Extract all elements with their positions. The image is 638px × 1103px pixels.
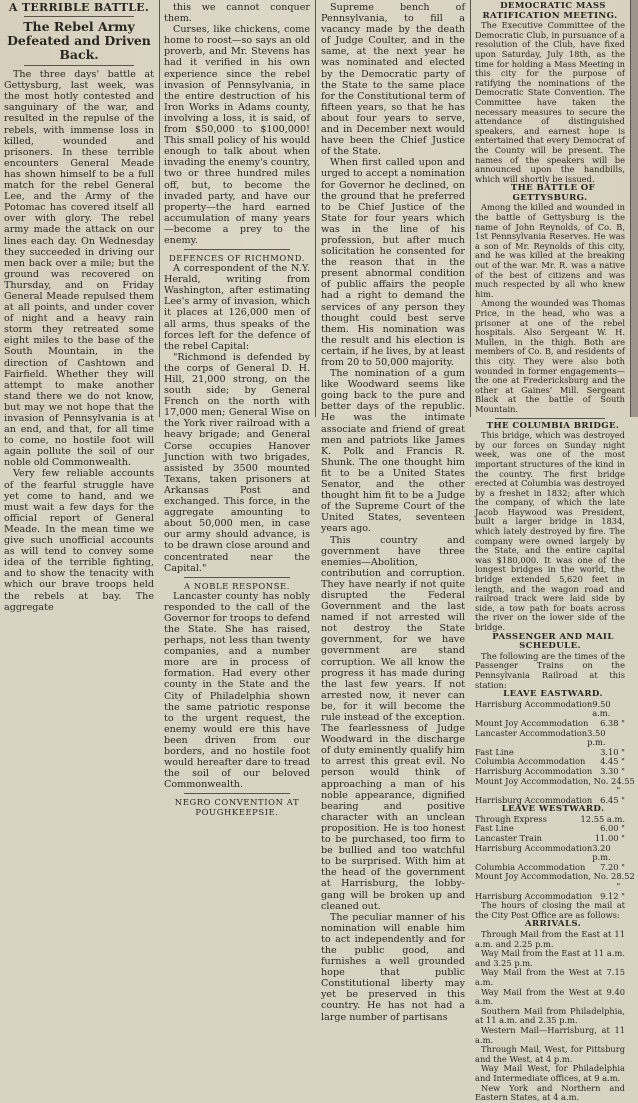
- paragraph: The three days' battle at Gettysburg, last week, was the most hotly contested and sanguinary of the war, and resulted in the repulse of the rebels, with immense loss in killed, wounded and prisoners. In these terrible encounters General Meade has shown himself to be a full match for the rebel General Lee, and the Army of the Potomac has covered itself all over with glory. The rebel army made the attack on our lines each day. On Wednesday they succeeded in driving our men back over a mile; but the ground was recovered on Thursday, and on Friday General Meade repulsed them at all points, and under cover of night and a heavy rain storm they retreated some eight miles to the base of the South Mountain, in the direction of Cashtown and Fairfield. Whether they will attempt to make another stand there we do not know, but may we not hope that the invasion of Pennsylvania is at an end, and that, for all time to come, no hostile foot will again pollute the soil of our noble old Commonwealth.: [4, 69, 154, 469]
- schedule-row: Fast Line 6.00 ": [475, 823, 625, 834]
- paragraph: Very few reliable accounts of the fearful struggle have yet come to hand, and we must wait a few days for the official report of General Meade. In the mean time we give such unofficial accounts as will tend to convey some idea of the terrible fighting, and to show the tenacity with which our brave troops held the rebels at bay. The aggregate: [4, 468, 154, 613]
- schedule-row: Lancaster Accommodation 3.50 p.m.: [475, 727, 606, 748]
- mail-line: Way Mail from the West at 7.15 a.m.: [475, 967, 625, 987]
- section-heading: THE COLUMBIA BRIDGE.: [486, 420, 620, 431]
- schedule-row: Through Express 12.55 a.m.: [475, 813, 625, 824]
- mail-line: Southern Mail from Philadelphia, at 11 a.m. and 2.35 p.m.: [475, 1005, 625, 1026]
- section-heading: NEGRO CONVENTION AT POUGHKEEPSIE.: [174, 797, 300, 818]
- paragraph: this we cannot conquer them.: [164, 2, 310, 25]
- paragraph: The nomination of a gum like Woodward seems like going back to the pure and better days of the republic. He was the intimate associate and friend of great men and patriots like James K. Polk and Francis R. Shunk. The one thought him fit to be a United States Senator, and the other thought him fit to be a Judge of the Supreme Court of the United States, seventeen years ago.: [321, 368, 465, 535]
- paragraph: "Richmond is defended by the corps of General D. H. Hill, 21,000 strong, on the south side; by General French on the north with 17,000 men; General Wise on the York river railroad with a heavy brigade; and General Corse occupies Hanover Junction with two brigades, assisted by 3500 mounted Texans, taken prisoners at Arkansas Post and exchanged. This force, in the aggregate amounting to about 50,000 men, in case our army should advance, is to be drawn close around and concentrated near the Capital.": [164, 351, 310, 574]
- column-1: [0, 0, 158, 613]
- schedule-heading: LEAVE EASTWARD.: [503, 689, 603, 700]
- article-subheadline: The Rebel Army Defeated and Driven Back.: [7, 19, 151, 63]
- paragraph: The Executive Committee of the Democratic Club, in pursuance of a resolution of the Club, have fixed upon Saturday, July 18th, as the time for holding a Mass Meeting in this city for the purpose of ratifying the nominations of the Democratic State Convention. The Committee have taken the necessary measures to secure the attendance of distinguished speakers, and earnest hope is entertained that every Democrat of the County will be present. The names of the speakers will be announced upon the handbills, which will shortly be issued.: [475, 20, 625, 184]
- divider: [184, 577, 290, 578]
- divider: [184, 249, 290, 250]
- schedule-heading: LEAVE WESTWARD.: [501, 804, 605, 815]
- schedule-row: Mount Joy Accommodation, No. 2 4.55 ": [475, 775, 635, 796]
- schedule-row: Columbia Accommodation 4.45 ": [475, 756, 625, 767]
- paragraph: Lancaster county has nobly responded to the call of the Governor for troops to defend the State. She has raised, perhaps, not less than twenty companies, and a number more are in process of formation. Had every other county in the State and the City of Philadelphia shown the same patriotic response to the urgent request, the enemy would ere this have been driven from our borders, and no hostile foot would hereafter dare to tread the soil of our beloved Commonwealth.: [164, 590, 310, 791]
- column-2: [160, 0, 314, 818]
- divider: [24, 16, 134, 17]
- divider: [495, 418, 605, 419]
- paragraph: This country and government have three enemies—Abolition, contribution and corruption. They have nearly if not quite disrupted the Federal Government and the last named if not arrested will not destroy the State government, for we have government are stand corruption. We all know the progress it has made during the last few years. If not arrested now, it never can be, for it will become the rule instead of the exception. The fearlessness of Judge Woodward in the discharge of duty eminently qualify him to arrest this great evil. No person would think of approaching a man of his noble appearance, dignified bearing and positive character with an unclean proposition. He is too honest to be purchased, too firm to be bullied and too watchful to be surprised. With him at the head of the government at Harrisburg, the lobby-gang will be broken up and cleaned out.: [321, 534, 465, 912]
- schedule-row: Mount Joy Accommodation 6.38 ": [475, 717, 625, 728]
- article-headline: A TERRIBLE BATTLE.: [8, 1, 150, 14]
- divider: [184, 793, 290, 794]
- mail-line: Through Mail, West, for Pittsburg and the West, at 4 p.m.: [475, 1044, 625, 1064]
- column-4: [471, 0, 635, 1103]
- paragraph: Curses, like chickens, come home to roost—so says an old proverb, and Mr. Stevens has had it verified in his own experience since the rebel invasion of Pennsylvania, in the entire destruction of his Iron Works in Adams county, involving a loss, it is said, of from $50,000 to $100,000! This small policy of his would enough to talk about when invading the enemy's country, two or three hundred miles off, but, to become the invaded party, and have our property—the hard earned accumulation of many years—become a prey to the enemy.: [164, 24, 310, 246]
- page-edge: [631, 0, 638, 417]
- schedule-row: Harrisburg Accommodation 3.30 ": [475, 765, 625, 776]
- paragraph: Among the wounded was Thomas Price, in the head, who was a prisoner at one of the rebel hospitals. Also Sergeant W. H. Mullen, in the thigh. Both are members of Co. B, and residents of this city. They were also both wounded in former engagements—the one at Fredericksburg and the other at Gaines' Mill. Sergeant Black at the battle of South Mountain.: [475, 298, 625, 414]
- section-heading: PASSENGER AND MAIL SCHEDULE.: [492, 631, 614, 652]
- schedule-row: Harrisburg Accommodation 9.50 a.m.: [475, 698, 611, 719]
- mail-line: Western Mail—Harrisburg, at 11 a.m.: [475, 1024, 625, 1045]
- schedule-row: Fast Line 3.10 ": [475, 746, 625, 757]
- section-heading: DEFENCES OF RICHMOND.: [168, 253, 306, 264]
- paragraph: This bridge, which was destroyed by our forces on Sunday night week, was one of the most important structures of the kind in the country. The first bridge erected at Columbia was destroyed by a freshet in 1832; after which the company, of which the late Jacob Haywood was President, built a larger bridge in 1834, which lately destroyed by fire. The company were owned largely by the State, and the entire capital was $180,000. It was one of the longest bridges in the world, the bridge extended 5,620 feet in length, and the wagon road and railroad track were laid side by side, a tow path for boats across the river on the lower side of the bridge.: [475, 430, 625, 632]
- mail-line: Way Mail from the East at 11 a.m. and 3.25 p.m.: [475, 948, 625, 968]
- mail-line: Way Mail from the West at 9.40 a.m.: [475, 986, 625, 1007]
- schedule-heading: ARRIVALS.: [524, 919, 582, 930]
- schedule-row: Harrisburg Accommodation 6.45 ": [475, 794, 625, 805]
- section-heading: THE BATTLE OF GETTYSBURG.: [510, 183, 596, 203]
- paragraph: When first called upon and urged to accept a nomination for Governor he declined, on the ground that he preferred to be Chief Justice of the State for four years which was in the line of his profession, but after much solicitation he consented for the reason that in the present abnormal condition of public affairs the people had a right to demand the services of any person they thought could best serve them. His nomination was the result and his election is certain, if he lives, by at least from 20 to 50,000 majority.: [321, 157, 465, 368]
- column-rule: [315, 0, 316, 417]
- mail-line: Through Mail from the East at 11 a.m. and 2.25 p.m.: [475, 929, 625, 949]
- schedule-row: Lancaster Train 11.00 ": [475, 833, 625, 844]
- paragraph: The hours of closing the mail at the City Post Office are as follows:: [475, 900, 625, 920]
- schedule-row: Mount Joy Accommodation, No. 2 8.52 ": [475, 871, 635, 892]
- divider: [24, 65, 134, 66]
- paragraph: A correspondent of the N.Y. Herald, writing from Washington, after estimating Lee's army of invasion, which it places at 126,000 men of all arms, thus speaks of the forces left for the defence of the rebel Capital:: [164, 263, 310, 352]
- section-heading: DEMOCRATIC MASS RATIFICATION MEETING.: [482, 1, 618, 21]
- paragraph: Supreme bench of Pennsylvania, to fill a vacancy made by the death of Judge Coulter, and in the same, at the next year he was nominated and elected by the Democratic party of the State to the same place for the Constitutional term of fifteen years, so that he has about four years to serve, and in December next would have been the Chief Justice of the State.: [321, 2, 465, 158]
- column-3: [317, 0, 469, 1023]
- schedule-row: Columbia Accommodation 7.20 ": [475, 861, 625, 872]
- paragraph: The following are the times of the Passenger Trains on the Pennsylvania Railroad at this station:: [475, 650, 625, 690]
- paragraph: The peculiar manner of his nomination will enable him to act independently and for the public good, and furnishes a well grounded hope that public Constitutional liberty may yet be preserved in this country. He has not had a large number of partisans: [321, 911, 465, 1023]
- mail-line: Way Mail West, for Philadelphia and Intermediate offices, at 9 a.m.: [475, 1063, 625, 1083]
- paragraph: Among the killed and wounded in the battle of Gettysburg is the name of John Reynolds, of Co. B, 1st Pennsylvania Reserves. He was a son of Mr. Reynolds of this city, and he was killed at the breaking out of the war. Mr. R. was a native of the best of citizens and was much respected by all who knew him.: [475, 202, 625, 299]
- mail-line: New York and Northern and Eastern States, at 4 a.m.: [475, 1082, 625, 1103]
- schedule-row: Harrisburg Accommodation 9.12 ": [475, 890, 625, 901]
- schedule-row: Harrisburg Accommodation 3.20 p.m.: [475, 842, 611, 863]
- section-heading: A NOBLE RESPONSE.: [183, 580, 291, 591]
